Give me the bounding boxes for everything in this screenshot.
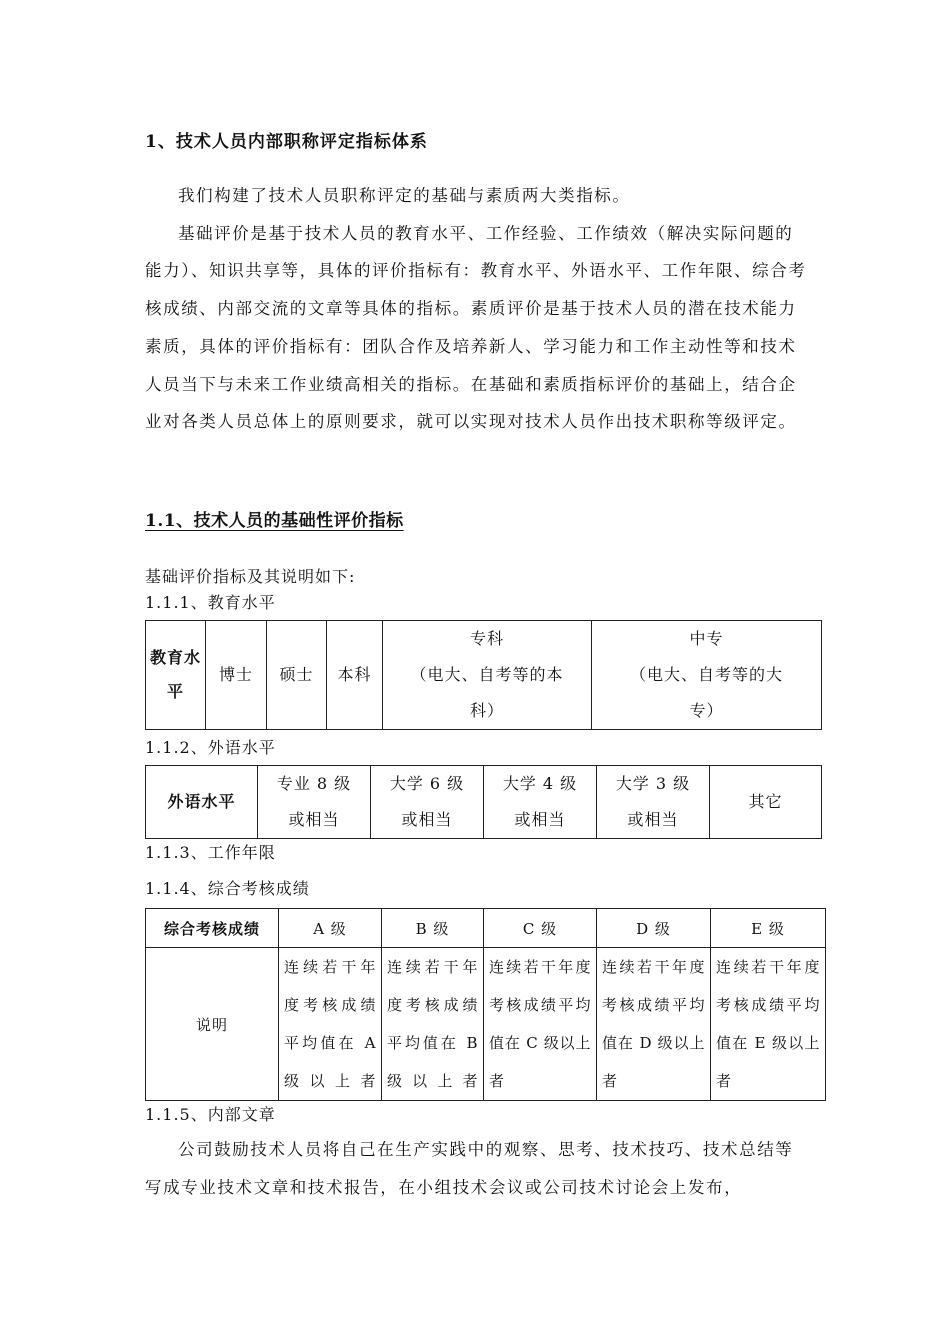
score-table [145, 908, 826, 1101]
paragraph-intro: 我们构建了技术人员职称评定的基础与素质两大类指标。 [178, 186, 631, 205]
subsection-label-edu: 1.1.1、教育水平 [145, 593, 276, 612]
score-header: 综合考核成绩 [146, 909, 279, 948]
language-header: 外语水平 [146, 766, 258, 839]
education-header: 教育水平 [146, 621, 206, 730]
grade-a: A 级 [279, 909, 382, 948]
subsection-label-years: 1.1.3、工作年限 [145, 843, 276, 862]
lang-cell-pro8: 专业 8 级或相当 [258, 766, 371, 839]
subsection-label-articles: 1.1.5、内部文章 [145, 1105, 276, 1124]
subsection-label-score: 1.1.4、综合考核成绩 [145, 879, 310, 898]
paragraph-basis: 基础评价是基于技术人员的教育水平、工作经验、工作绩效（解决实际问题的能力）、知识共享等，具体的评价指标有：教育水平、外语水平、工作年限、综合考核成绩、内部交流的文章等具体的指标。素质评价是基于技术人员的潜在技术能力素质，具体的评价指标有：团队合作及培养新人、学习能力和工作主动性等和技术人员当下与未来工作业绩高相关的指标。在基础和素质指标评价的基础上，结合企业对各类人员总体上的原则要求，就可以实现对技术人员作出技术职称等级评定。 [145, 223, 807, 432]
edu-cell-technical: 中专 （电大、自考等的大专） [592, 621, 822, 730]
section-heading-1-1: 1.1、技术人员的基础性评价指标 [145, 511, 404, 531]
intro-line: 基础评价指标及其说明如下: [145, 567, 356, 586]
desc-c: 连续若干年度考核成绩平均值在 C 级以上者 [484, 948, 597, 1101]
lang-cell-cet4: 大学 4 级或相当 [484, 766, 597, 839]
edu-cell-bachelor: 本科 [327, 621, 383, 730]
articles-body [145, 1131, 807, 1206]
section-heading-1: 1、技术人员内部职称评定指标体系 [145, 132, 428, 152]
lang-cell-cet6: 大学 6 级或相当 [371, 766, 484, 839]
paragraph-articles: 公司鼓励技术人员将自己在生产实践中的观察、思考、技术技巧、技术总结等写成专业技术文章和技术报告，在小组技术会议或公司技术讨论会上发布， [145, 1140, 794, 1197]
subsection-label-lang: 1.1.2、外语水平 [145, 738, 276, 757]
grade-b: B 级 [382, 909, 484, 948]
grade-e: E 级 [711, 909, 826, 948]
section-1-body [145, 177, 807, 441]
edu-cell-phd: 博士 [206, 621, 267, 730]
desc-e: 连续若干年度考核成绩平均值在 E 级以上者 [711, 948, 826, 1101]
grade-c: C 级 [484, 909, 597, 948]
lang-cell-cet3: 大学 3 级或相当 [597, 766, 710, 839]
edu-cell-college: 专科 （电大、自考等的本科） [383, 621, 592, 730]
edu-cell-master: 硕士 [267, 621, 327, 730]
education-table [145, 620, 822, 730]
score-row-label: 说明 [146, 948, 279, 1101]
language-table [145, 765, 822, 839]
desc-d: 连续若干年度考核成绩平均值在 D 级以上者 [597, 948, 711, 1101]
desc-b: 连续若干年度考核成绩平均值在 B 级以上者 [382, 948, 484, 1101]
lang-cell-other: 其它 [710, 766, 822, 839]
desc-a: 连续若干年度考核成绩平均值在 A 级以上者 [279, 948, 382, 1101]
grade-d: D 级 [597, 909, 711, 948]
